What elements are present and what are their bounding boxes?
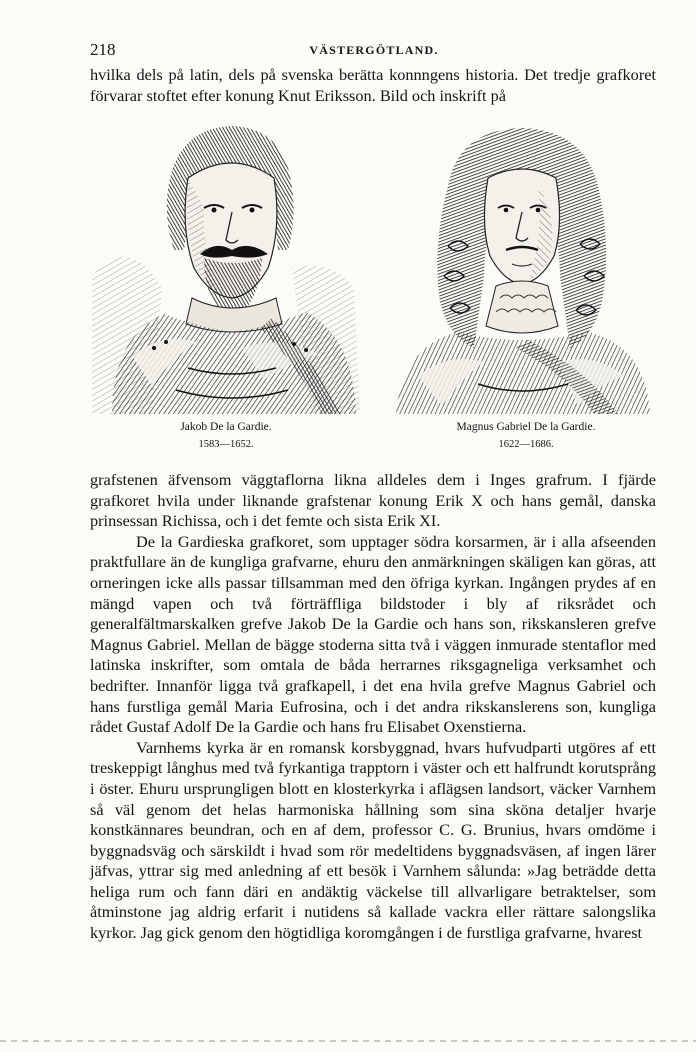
portrait-years: 1622—1686. xyxy=(498,439,554,450)
portrait-engraving-long-haired-man-icon xyxy=(388,126,656,414)
portrait-name: Magnus Gabriel De la Gardie. xyxy=(456,421,596,433)
paragraph: De la Gardieska grafkoret, som upptager södra korsarmen, är i alla afseenden praktfullare än de kungliga grafvarne, ehuru den anmärkningen skäligen kan göras, att orneringen icke alls passar tillsamman med den öfriga kyrkan. Ingången prydes af en mängd vapen och två förträffliga bildstoder i bly af riksrådet och generalfältmarskalken grefve Jakob De la Gardie och hans son, rikskansleren grefve Magnus Gabriel. Mellan de bägge stoderna sitta två i väggen inmurade stentaflor med latinska inskrifter, som omtala de båda herrarnes riksgagneliga verksamhet och bedrifter. Innanför ligga två grafkapell, i det ena hvila grefve Magnus Gabriel och hans furstliga gemål Maria Eufrosina, och i det andra rikskanslerens son, kungliga rådet Gustaf Adolf De la Gardie och hans fru Elisabet Oxenstierna. xyxy=(90,531,656,737)
portrait-caption xyxy=(110,418,342,454)
running-title: VÄSTERGÖTLAND. xyxy=(309,43,439,57)
portrait-years: 1583—1652. xyxy=(198,439,254,450)
paragraph: grafstenen äfvensom väggtaflorna likna alldeles dem i Inges grafrum. I fjärde grafkoret hvila under liknande grafstenar konung Erik X och hans gemål, danska prinsessan Richissa, och i det femte och sista Erik XI. xyxy=(90,470,656,531)
page-edge-divider xyxy=(0,1040,696,1042)
portrait-name: Jakob De la Gardie. xyxy=(180,421,272,433)
page-header xyxy=(90,40,658,62)
page-number: 218 xyxy=(90,40,116,59)
paragraph: Varnhems kyrka är en romansk korsbyggnad, hvars hufvudparti utgöres af ett treskeppigt långhus med två fyrkantiga trapptorn i väster och ett halfrundt korutsprång i öster. Ehuru ursprungligen blott en klosterkyrka i aflägsen landsort, väcker Varnhem så väl genom det helas harmoniska hållning som sina sköna detaljer hvarje konstkännares beundran, och en af dem, professor C. G. Brunius, hvars omdöme i byggnadsväg och särskildt i hvad som rör medeltidens byggnadsväsen, af ingen lärer jäfvas, yttrar sig med anledning af ett besök i Varnhem sålunda: »Jag beträdde detta heliga rum och fann däri en andäktig väckelse till allvarligare betraktelser, som åtminstone jag aldrig erfarit i nutidens så kallade vackra eller rättare salongslika kyrkor. Jag gick genom den högtidliga koromgången i de furstliga grafvarne, hvarest xyxy=(90,737,656,943)
intro-paragraph: hvilka dels på latin, dels på svenska berätta konnngens historia. Det tredje grafkoret förvarar stoftet efter konung Knut Eriksson. Bild och inskrift på xyxy=(90,65,656,105)
portrait-caption xyxy=(410,418,642,454)
portrait-engraving-armored-man-icon xyxy=(92,118,360,414)
body-text xyxy=(90,470,656,944)
